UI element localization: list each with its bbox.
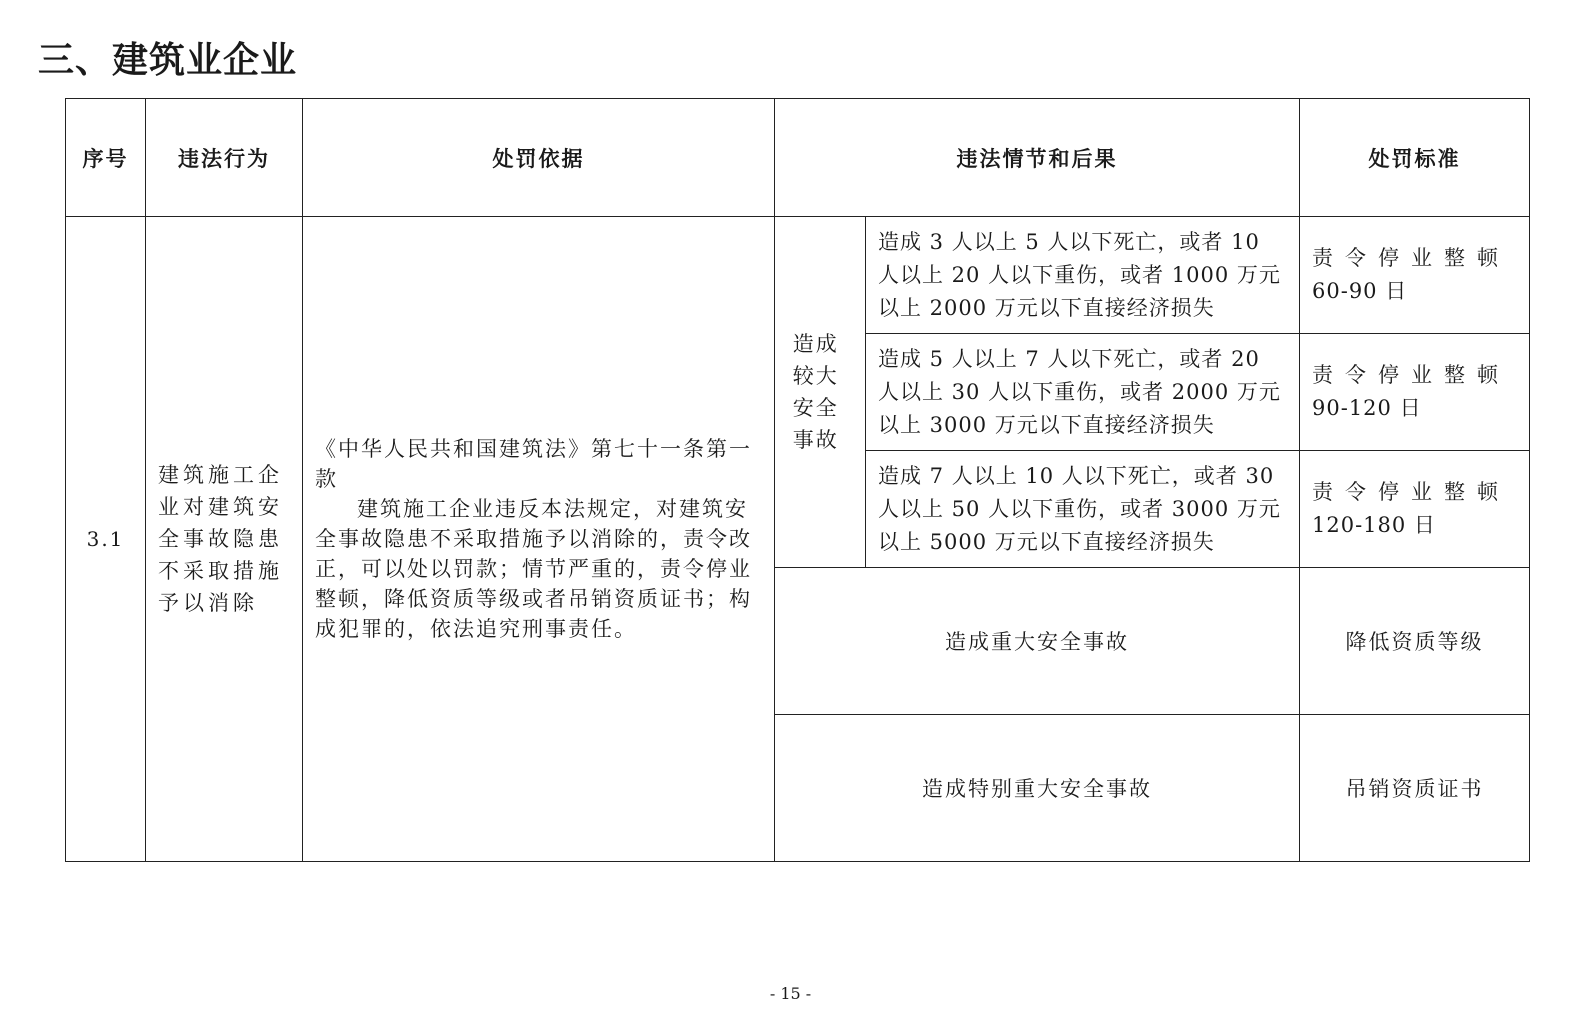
header-no: 序号 — [66, 99, 146, 217]
penalty-basis — [303, 217, 775, 862]
section-title: 三、建筑业企业 — [38, 40, 298, 81]
violation-act: 建筑施工企业对建筑安全事故隐患不采取措施予以消除 — [146, 217, 303, 862]
standard-days-1: 60-90 日 — [1312, 279, 1408, 303]
header-circumstance: 违法情节和后果 — [775, 99, 1300, 217]
table-row — [66, 217, 1530, 334]
standard-action-1: 责令停业整顿 — [1312, 246, 1510, 270]
major-accident-detail: 造成重大安全事故 — [775, 568, 1300, 715]
page-number: - 15 - — [769, 984, 812, 1003]
standard-days-3: 120-180 日 — [1312, 513, 1436, 537]
basis-text: 建筑施工企业违反本法规定，对建筑安全事故隐患不采取措施予以消除的，责令改正，可以处以罚款；情节严重的，责令停业整顿，降低资质等级或者吊销资质证书；构成犯罪的，依法追究刑事责任。 — [315, 497, 752, 641]
header-standard: 处罚标准 — [1300, 99, 1530, 217]
category-text: 造成较大安全事故 — [792, 332, 839, 452]
standard-cell-2 — [1300, 334, 1530, 451]
category-label — [775, 217, 866, 568]
row-number: 3.1 — [66, 217, 146, 862]
standard-cell-1 — [1300, 217, 1530, 334]
table-header-row — [66, 99, 1530, 217]
standard-cell-3 — [1300, 451, 1530, 568]
circumstance-detail-2: 造成 5 人以上 7 人以下死亡，或者 20 人以上 30 人以下重伤，或者 2000 万元以上 3000 万元以下直接经济损失 — [866, 334, 1300, 451]
basis-reference: 《中华人民共和国建筑法》第七十一条第一款 — [315, 437, 752, 491]
especially-major-accident-detail: 造成特别重大安全事故 — [775, 715, 1300, 862]
major-accident-standard: 降低资质等级 — [1300, 568, 1530, 715]
especially-major-accident-standard: 吊销资质证书 — [1300, 715, 1530, 862]
penalty-table — [65, 98, 1530, 862]
header-basis: 处罚依据 — [303, 99, 775, 217]
header-act: 违法行为 — [146, 99, 303, 217]
standard-action-3: 责令停业整顿 — [1312, 480, 1510, 504]
standard-action-2: 责令停业整顿 — [1312, 363, 1510, 387]
circumstance-detail-1: 造成 3 人以上 5 人以下死亡，或者 10 人以上 20 人以下重伤，或者 1000 万元以上 2000 万元以下直接经济损失 — [866, 217, 1300, 334]
circumstance-detail-3: 造成 7 人以上 10 人以下死亡，或者 30 人以上 50 人以下重伤，或者 3000 万元以上 5000 万元以下直接经济损失 — [866, 451, 1300, 568]
standard-days-2: 90-120 日 — [1312, 396, 1422, 420]
